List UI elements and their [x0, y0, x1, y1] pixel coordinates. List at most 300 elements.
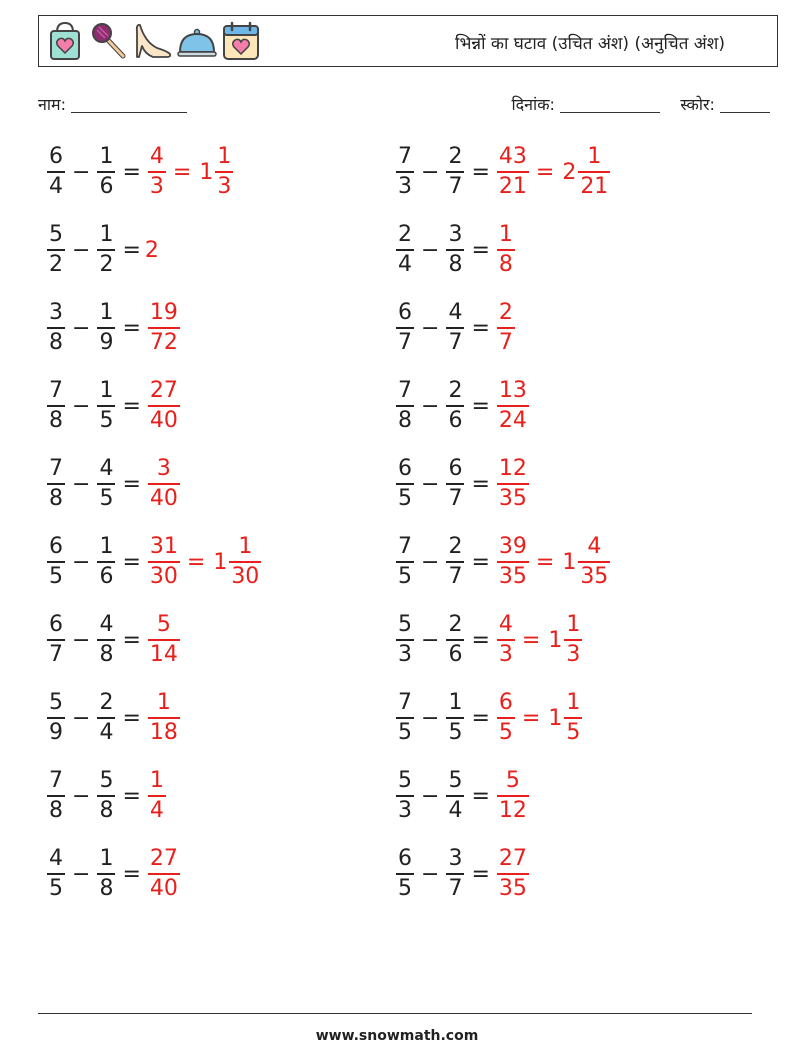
fraction-bar: [396, 405, 414, 407]
fraction-bar: [446, 327, 464, 329]
equals-sign: =: [122, 627, 141, 653]
microphone-icon: [89, 20, 129, 62]
fraction-bar: [47, 249, 65, 251]
numerator: 5: [49, 222, 63, 247]
worksheet-title: भिन्नों का घटाव (उचित अंश) (अनुचित अंश): [455, 34, 725, 54]
equals-sign: =: [122, 393, 141, 419]
fraction-bar: [47, 561, 65, 563]
minus-sign: −: [421, 861, 440, 887]
serving-cloche-icon: [177, 20, 217, 62]
subtrahend-fraction: [97, 847, 115, 901]
problem-19: [44, 844, 183, 904]
denominator: 7: [398, 330, 412, 355]
subtrahend-fraction: [97, 535, 115, 589]
denominator: 7: [448, 330, 463, 355]
minus-sign: −: [72, 705, 91, 731]
name-field: [38, 93, 187, 115]
minuend-fraction: [396, 847, 414, 901]
numerator: 1: [448, 690, 463, 715]
minuend-fraction: [47, 223, 65, 277]
fraction-bar: [564, 717, 582, 719]
numerator: 1: [99, 300, 114, 325]
denominator: 9: [49, 720, 63, 745]
minus-sign: −: [72, 159, 91, 185]
subtrahend-fraction: [97, 613, 115, 667]
numerator: 1: [99, 534, 114, 559]
fraction-bar: [148, 873, 180, 875]
denominator: 40: [149, 408, 178, 433]
subtrahend-fraction: [446, 769, 464, 823]
minus-sign: −: [72, 471, 91, 497]
fraction-bar: [497, 873, 529, 875]
fraction-bar: [97, 249, 115, 251]
fraction-bar: [97, 873, 115, 875]
fraction-bar: [47, 639, 65, 641]
denominator: 7: [498, 330, 513, 355]
denominator: 8: [99, 876, 114, 901]
minus-sign: −: [421, 393, 440, 419]
answer: [494, 145, 613, 199]
minuend-fraction: [396, 301, 414, 355]
mixed-whole: 1: [213, 549, 228, 575]
fraction-bar: [497, 561, 529, 563]
denominator: 8: [99, 798, 114, 823]
numerator: 1: [498, 222, 513, 247]
equals-sign: =: [535, 549, 555, 575]
fraction-bar: [47, 327, 65, 329]
fraction-bar: [446, 639, 464, 641]
mixed-fraction: [229, 535, 261, 589]
minuend-fraction: [396, 769, 414, 823]
fraction-bar: [446, 405, 464, 407]
fraction-bar: [497, 327, 515, 329]
minus-sign: −: [72, 627, 91, 653]
problem-2: [393, 142, 613, 202]
name-blank[interactable]: [71, 96, 187, 113]
denominator: 6: [448, 642, 463, 667]
answer-fraction: [148, 613, 180, 667]
minuend-fraction: [47, 691, 65, 745]
numerator: 7: [49, 456, 63, 481]
answer-fraction: [148, 535, 180, 589]
answer-fraction: [497, 691, 515, 745]
answer-whole: 2: [144, 237, 159, 263]
denominator: 35: [498, 564, 527, 589]
numerator: 4: [448, 300, 463, 325]
fraction-bar: [97, 795, 115, 797]
fraction-bar: [497, 171, 529, 173]
answer-fraction: [148, 301, 180, 355]
mixed-fraction: [578, 145, 610, 199]
score-label: स्कोर:: [680, 95, 715, 114]
minuend-fraction: [47, 769, 65, 823]
subtrahend-fraction: [446, 223, 464, 277]
numerator: 4: [99, 612, 114, 637]
answer: [494, 769, 532, 823]
numerator: 6: [398, 456, 412, 481]
numerator: 3: [156, 456, 171, 481]
denominator: 3: [398, 798, 412, 823]
answer: [494, 457, 532, 511]
numerator: 7: [398, 534, 412, 559]
denominator: 24: [498, 408, 527, 433]
numerator: 6: [49, 534, 63, 559]
calendar-heart-icon: [221, 20, 261, 62]
problem-11: [44, 532, 264, 592]
numerator: 7: [398, 378, 412, 403]
answer: [494, 301, 518, 355]
numerator: 19: [149, 300, 178, 325]
denominator: 18: [149, 720, 178, 745]
subtrahend-fraction: [97, 769, 115, 823]
high-heel-shoe-icon: [133, 20, 173, 62]
denominator: 8: [448, 252, 463, 277]
problem-16: [393, 688, 585, 748]
fraction-bar: [97, 483, 115, 485]
denominator: 7: [448, 564, 463, 589]
numerator: 3: [49, 300, 63, 325]
footer-divider: [38, 1013, 752, 1014]
mixed-whole: 1: [199, 159, 214, 185]
numerator: 1: [238, 534, 253, 559]
equals-sign: =: [471, 705, 490, 731]
answer: [494, 379, 532, 433]
answer: [145, 535, 264, 589]
answer-fraction: [497, 301, 515, 355]
mixed-whole: 2: [562, 159, 577, 185]
numerator: 2: [448, 534, 463, 559]
header-icons: [45, 20, 261, 62]
minuend-fraction: [396, 379, 414, 433]
problem-3: [44, 220, 159, 280]
fraction-bar: [148, 171, 166, 173]
problem-14: [393, 610, 585, 670]
denominator: 5: [99, 408, 114, 433]
subtrahend-fraction: [97, 145, 115, 199]
date-score-field: [512, 93, 770, 115]
denominator: 5: [498, 720, 513, 745]
date-blank[interactable]: [560, 96, 660, 113]
equals-sign: =: [122, 315, 141, 341]
minus-sign: −: [421, 549, 440, 575]
fraction-bar: [396, 717, 414, 719]
answer-fraction: [497, 457, 529, 511]
fraction-bar: [396, 249, 414, 251]
equals-sign: =: [122, 705, 141, 731]
fraction-bar: [148, 327, 180, 329]
minuend-fraction: [396, 145, 414, 199]
numerator: 6: [49, 144, 63, 169]
answer: [145, 145, 236, 199]
fraction-bar: [578, 171, 610, 173]
denominator: 3: [498, 642, 513, 667]
subtrahend-fraction: [97, 379, 115, 433]
minuend-fraction: [396, 691, 414, 745]
subtrahend-fraction: [97, 457, 115, 511]
numerator: 6: [398, 300, 412, 325]
equals-sign: =: [122, 549, 141, 575]
minuend-fraction: [47, 847, 65, 901]
denominator: 8: [99, 642, 114, 667]
denominator: 5: [398, 876, 412, 901]
minuend-fraction: [47, 301, 65, 355]
numerator: 2: [398, 222, 412, 247]
fraction-bar: [47, 795, 65, 797]
fraction-bar: [148, 717, 180, 719]
numerator: 4: [149, 144, 164, 169]
subtrahend-fraction: [97, 301, 115, 355]
fraction-bar: [497, 717, 515, 719]
problem-5: [44, 298, 183, 358]
subtrahend-fraction: [446, 301, 464, 355]
equals-sign: =: [471, 861, 490, 887]
minuend-fraction: [47, 613, 65, 667]
numerator: 39: [498, 534, 527, 559]
date-label: दिनांक:: [511, 95, 555, 114]
fraction-bar: [446, 873, 464, 875]
minuend-fraction: [47, 379, 65, 433]
problem-20: [393, 844, 532, 904]
denominator: 5: [398, 720, 412, 745]
equals-sign: =: [471, 471, 490, 497]
problem-10: [393, 454, 532, 514]
fraction-bar: [497, 639, 515, 641]
fraction-bar: [47, 717, 65, 719]
numerator: 6: [49, 612, 63, 637]
numerator: 6: [498, 690, 513, 715]
answer-fraction: [497, 769, 529, 823]
denominator: 5: [566, 720, 581, 745]
mixed-whole: 1: [548, 627, 563, 653]
answer: [145, 769, 169, 823]
denominator: 3: [398, 174, 412, 199]
name-label: नाम:: [38, 95, 66, 114]
fraction-bar: [47, 405, 65, 407]
denominator: 5: [398, 486, 412, 511]
fraction-bar: [497, 795, 529, 797]
fraction-bar: [148, 639, 180, 641]
fraction-bar: [497, 249, 515, 251]
equals-sign: =: [471, 159, 490, 185]
denominator: 5: [49, 564, 63, 589]
numerator: 1: [217, 144, 232, 169]
answer: [145, 457, 183, 511]
denominator: 7: [49, 642, 63, 667]
problem-1: [44, 142, 236, 202]
answer-fraction: [148, 769, 166, 823]
denominator: 4: [448, 798, 463, 823]
denominator: 6: [99, 174, 114, 199]
answer: [494, 223, 518, 277]
denominator: 8: [498, 252, 513, 277]
denominator: 8: [49, 798, 63, 823]
equals-sign: =: [122, 861, 141, 887]
answer: [494, 847, 532, 901]
numerator: 7: [398, 690, 412, 715]
answer: [145, 613, 183, 667]
problem-7: [44, 376, 183, 436]
numerator: 1: [99, 144, 114, 169]
equals-sign: =: [471, 237, 490, 263]
denominator: 8: [49, 330, 63, 355]
fraction-bar: [396, 873, 414, 875]
numerator: 1: [156, 690, 171, 715]
minus-sign: −: [421, 237, 440, 263]
numerator: 1: [587, 144, 602, 169]
answer-fraction: [148, 145, 166, 199]
denominator: 8: [398, 408, 412, 433]
answer-fraction: [497, 223, 515, 277]
minus-sign: −: [72, 237, 91, 263]
problem-12: [393, 532, 613, 592]
minus-sign: −: [421, 315, 440, 341]
fraction-bar: [148, 561, 180, 563]
minus-sign: −: [72, 393, 91, 419]
score-blank[interactable]: [720, 96, 770, 113]
minus-sign: −: [421, 705, 440, 731]
mixed-fraction: [564, 691, 582, 745]
denominator: 9: [99, 330, 114, 355]
fraction-bar: [497, 483, 529, 485]
equals-sign: =: [521, 627, 541, 653]
fraction-bar: [396, 795, 414, 797]
fraction-bar: [446, 171, 464, 173]
denominator: 40: [149, 876, 178, 901]
fraction-bar: [446, 483, 464, 485]
fraction-bar: [578, 561, 610, 563]
numerator: 27: [498, 846, 527, 871]
fraction-bar: [446, 249, 464, 251]
numerator: 5: [398, 612, 412, 637]
fraction-bar: [446, 795, 464, 797]
denominator: 5: [448, 720, 463, 745]
fraction-bar: [148, 795, 166, 797]
denominator: 35: [580, 564, 609, 589]
numerator: 2: [498, 300, 513, 325]
answer: [145, 238, 159, 263]
numerator: 1: [149, 768, 164, 793]
subtrahend-fraction: [446, 457, 464, 511]
numerator: 2: [448, 612, 463, 637]
numerator: 2: [448, 378, 463, 403]
answer: [145, 847, 183, 901]
fraction-bar: [148, 405, 180, 407]
denominator: 3: [217, 174, 232, 199]
fraction-bar: [97, 639, 115, 641]
equals-sign: =: [471, 627, 490, 653]
problem-4: [393, 220, 518, 280]
denominator: 5: [49, 876, 63, 901]
minuend-fraction: [396, 535, 414, 589]
denominator: 6: [448, 408, 463, 433]
subtrahend-fraction: [446, 145, 464, 199]
minus-sign: −: [72, 549, 91, 575]
minus-sign: −: [72, 783, 91, 809]
denominator: 6: [99, 564, 114, 589]
fraction-bar: [97, 717, 115, 719]
fraction-bar: [564, 639, 582, 641]
answer: [145, 301, 183, 355]
answer-fraction: [148, 457, 180, 511]
problem-15: [44, 688, 183, 748]
numerator: 2: [99, 690, 114, 715]
equals-sign: =: [172, 159, 192, 185]
denominator: 5: [398, 564, 412, 589]
denominator: 30: [149, 564, 178, 589]
numerator: 7: [398, 144, 412, 169]
numerator: 7: [49, 768, 63, 793]
denominator: 72: [149, 330, 178, 355]
denominator: 4: [398, 252, 412, 277]
answer-fraction: [497, 379, 529, 433]
answer: [494, 535, 613, 589]
numerator: 6: [398, 846, 412, 871]
minus-sign: −: [421, 159, 440, 185]
denominator: 5: [99, 486, 114, 511]
numerator: 6: [448, 456, 463, 481]
minuend-fraction: [47, 457, 65, 511]
answer-fraction: [148, 847, 180, 901]
footer-url: www.snowmath.com: [315, 1028, 479, 1044]
fraction-bar: [47, 483, 65, 485]
minus-sign: −: [72, 861, 91, 887]
fraction-bar: [97, 405, 115, 407]
minuend-fraction: [47, 145, 65, 199]
fraction-bar: [396, 483, 414, 485]
equals-sign: =: [122, 159, 141, 185]
denominator: 3: [398, 642, 412, 667]
numerator: 4: [587, 534, 602, 559]
minus-sign: −: [421, 627, 440, 653]
answer-fraction: [497, 535, 529, 589]
denominator: 14: [149, 642, 178, 667]
numerator: 5: [99, 768, 114, 793]
answer: [145, 379, 183, 433]
fraction-bar: [396, 327, 414, 329]
numerator: 13: [498, 378, 527, 403]
fraction-bar: [497, 405, 529, 407]
fraction-bar: [47, 171, 65, 173]
numerator: 5: [49, 690, 63, 715]
numerator: 4: [49, 846, 63, 871]
numerator: 1: [99, 378, 114, 403]
mixed-whole: 1: [548, 705, 563, 731]
minuend-fraction: [396, 613, 414, 667]
answer-fraction: [148, 379, 180, 433]
equals-sign: =: [122, 783, 141, 809]
numerator: 1: [99, 222, 114, 247]
problem-18: [393, 766, 532, 826]
numerator: 5: [398, 768, 412, 793]
problem-13: [44, 610, 183, 670]
numerator: 1: [99, 846, 114, 871]
numerator: 7: [49, 378, 63, 403]
equals-sign: =: [521, 705, 541, 731]
denominator: 21: [498, 174, 527, 199]
equals-sign: =: [471, 393, 490, 419]
problem-17: [44, 766, 169, 826]
fraction-bar: [446, 717, 464, 719]
fraction-bar: [97, 327, 115, 329]
equals-sign: =: [122, 237, 141, 263]
equals-sign: =: [535, 159, 555, 185]
header-box: [38, 15, 778, 67]
answer: [494, 613, 585, 667]
denominator: 4: [149, 798, 164, 823]
minus-sign: −: [72, 315, 91, 341]
subtrahend-fraction: [446, 379, 464, 433]
fraction-bar: [97, 171, 115, 173]
